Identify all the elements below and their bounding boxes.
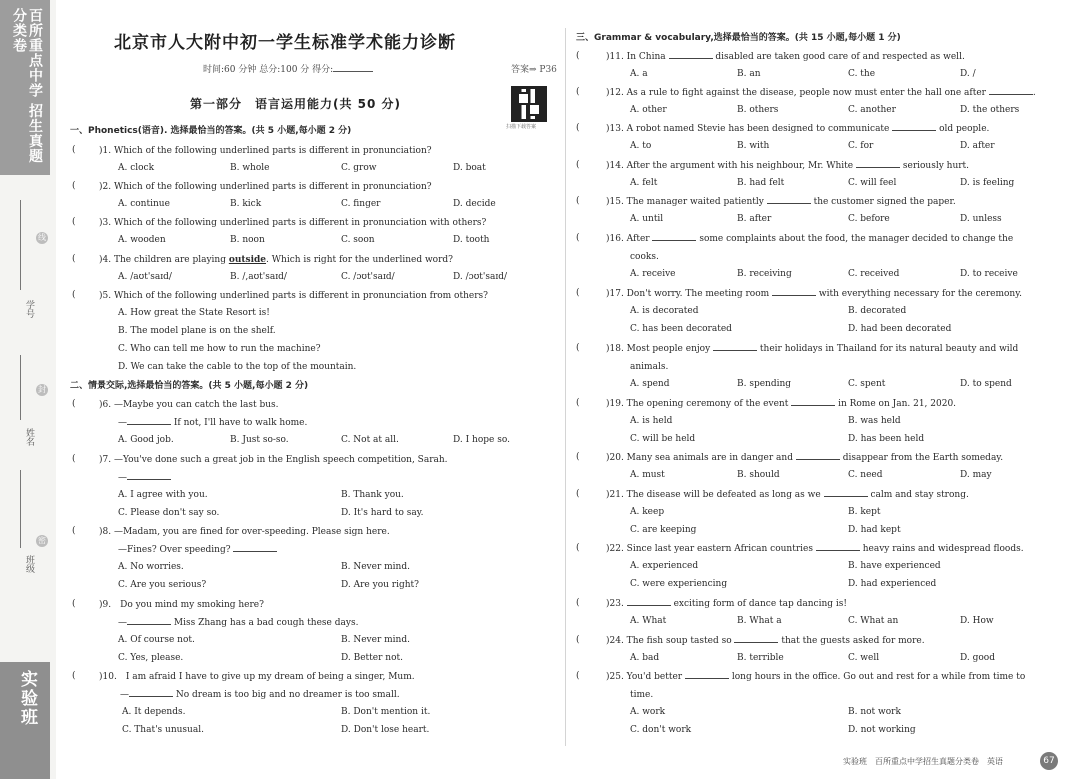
question-stem: — If not, I'll have to walk home. [118,418,308,428]
answer-blank[interactable] [772,288,816,296]
option[interactable]: D. boat [453,163,486,173]
option[interactable]: A. to [630,141,652,151]
stem-part: some complaints about the food, the manager decided to change the [699,234,1014,244]
stem-part: )17. Don't worry. The meeting room [606,289,770,299]
option[interactable]: B. was held [848,416,901,426]
answer-blank[interactable] [824,489,868,497]
section-heading: 二、情景交际,选择最恰当的答案。(共 5 小题,每小题 2 分) [70,381,309,391]
option[interactable]: B. not work [848,707,901,717]
question-stem: — [118,472,171,484]
option[interactable]: D. It's hard to say. [341,508,424,518]
stem-part: the customer signed the paper. [813,197,956,207]
question-stem [606,671,1025,683]
answer-blank[interactable] [816,543,860,551]
answer-paren[interactable]: ( [576,160,580,170]
option[interactable]: C. will feel [848,178,897,188]
option[interactable]: A. It depends. [122,707,186,717]
option[interactable]: D. good [960,653,995,663]
question-stem: )10. I am afraid I have to give up my dream of being a singer, Mum. [99,672,415,682]
option[interactable]: B. Thank you. [341,490,404,500]
option[interactable]: B. What a [737,616,782,626]
question-stem [606,51,965,63]
option[interactable]: D. to spend [960,379,1012,389]
option[interactable]: D. Are you right? [341,580,419,590]
answer-blank[interactable] [856,160,900,168]
option[interactable]: B. had felt [737,178,785,188]
option[interactable]: C. /ɔʊt'saɪd/ [341,272,395,282]
answer-paren[interactable]: ( [72,526,76,536]
stem-part: that the guests asked for more. [781,636,925,646]
option[interactable]: C. Please don't say so. [118,508,220,518]
option[interactable]: D. We can take the cable to the top of the mountain. [118,362,357,372]
stem-part: —Fines? Over speeding? [118,545,231,555]
stem-part: )21. The disease will be defeated as long as we [606,490,821,500]
option[interactable]: C. Who can tell me how to run the machine? [118,344,321,354]
question-stem: time. [630,690,654,700]
question-stem [606,196,956,208]
seal-mark-line: 线 [38,233,46,242]
option[interactable]: C. before [848,214,890,224]
option[interactable]: A. other [630,105,667,115]
option[interactable]: A. No worries. [118,562,184,572]
question-stem: )9. Do you mind my smoking here? [99,600,264,610]
qr-caption: 扫描下载答案 [506,124,537,130]
field-rule [20,355,21,420]
option[interactable]: B. noon [230,235,265,245]
answer-blank[interactable] [713,343,757,351]
option[interactable]: B. should [737,470,780,480]
option[interactable]: C. That's unusual. [122,725,204,735]
field-class: 班级 [24,555,34,573]
answer-paren[interactable]: ( [72,217,76,227]
underlined-word: outside [228,255,267,265]
question-stem: cooks. [630,252,659,262]
answer-blank[interactable] [767,196,811,204]
stem-part: If not, I'll have to walk home. [173,418,308,428]
option[interactable]: C. don't work [630,725,692,735]
page-footer: 实验班 百所重点中学招生真题分类卷 英语 [843,757,1003,766]
answer-paren[interactable]: ( [576,452,580,462]
question-stem: — Miss Zhang has a bad cough these days. [118,618,359,628]
question-stem [118,544,277,556]
option[interactable]: A. until [630,214,664,224]
option[interactable]: D. tooth [453,235,490,245]
answer-paren[interactable]: ( [576,543,580,553]
option[interactable]: C. another [848,105,896,115]
stem-part: seriously hurt. [902,161,970,171]
answer-blank[interactable] [989,87,1033,95]
option[interactable]: C. need [848,470,883,480]
option[interactable]: C. received [848,269,900,279]
option[interactable]: C. Yes, please. [118,653,184,663]
stem-part: )20. Many sea animals are in danger and [606,453,793,463]
answer-blank[interactable] [892,123,936,131]
answer-paren[interactable]: ( [576,233,580,243]
score-blank[interactable] [333,64,373,72]
stem-part: exciting form of dance tap dancing is! [673,599,847,609]
option[interactable]: C. were experiencing [630,579,728,589]
answer-paren[interactable]: ( [576,288,580,298]
option[interactable]: B. terrible [737,653,784,663]
option[interactable]: A. spend [630,379,670,389]
field-student-id: 学号 [24,300,34,318]
answer-paren[interactable]: ( [72,599,76,609]
option[interactable]: A. I agree with you. [118,490,208,500]
option[interactable]: D. the others [960,105,1020,115]
stem-part: old people. [939,124,990,134]
stem-part: )25. You'd better [606,672,683,682]
field-name: 姓名 [24,428,34,446]
option[interactable]: A. receive [630,269,676,279]
option[interactable]: B. Never mind. [341,635,410,645]
question-stem [606,288,1022,300]
answer-blank[interactable] [734,635,778,643]
stem-part: long hours in the office. Go out and rest for a while from time to [731,672,1026,682]
option[interactable]: A. What [630,616,667,626]
option[interactable]: A. must [630,470,665,480]
question-stem: )12. As a rule to fight against the disease, people now must enter the hall one after . [606,88,1036,98]
option[interactable]: D. How [960,616,994,626]
answer-blank[interactable] [685,671,729,679]
answer-reference: 答案⇒ P36 [511,65,557,75]
part-heading: 第一部分 语言运用能力(共 50 分) [190,97,402,111]
answer-paren[interactable]: ( [576,671,580,681]
stem-part: calm and stay strong. [870,490,969,500]
option[interactable]: A. How great the State Resort is! [118,308,270,318]
answer-paren[interactable]: ( [576,87,580,97]
question-stem [606,543,1024,555]
option[interactable]: B. Never mind. [341,562,410,572]
question-stem: )2. Which of the following underlined parts is different in pronunciation? [99,182,432,192]
answer-blank[interactable] [669,51,713,59]
option[interactable]: D. has been held [848,434,925,444]
question-stem [606,635,925,647]
option[interactable]: C. for [848,141,874,151]
option[interactable]: B. Just so-so. [230,435,289,445]
option[interactable]: B. Don't mention it. [341,707,431,717]
series-title: 百所重点中学 招生真题分类卷 [11,8,43,164]
question-stem: — No dream is too big and no dreamer is too small. [120,690,400,700]
stem-part: )4. The children are playing [99,255,229,265]
stem-part: . Which is right for the underlined word? [266,255,453,265]
option[interactable]: A. clock [118,163,155,173]
seal-mark-secret: 密 [38,536,46,545]
option[interactable]: B. decorated [848,306,907,316]
option[interactable]: C. spent [848,379,886,389]
option[interactable]: D. I hope so. [453,435,510,445]
stem-part: their holidays in Thailand for its natural beauty and wild [759,344,1019,354]
stem-part: )16. After [606,234,650,244]
option[interactable]: D. Don't lose heart. [341,725,430,735]
stem-part: in Rome on Jan. 21, 2020. [838,399,957,409]
option[interactable]: D. to receive [960,269,1018,279]
option[interactable]: A. felt [630,178,658,188]
option[interactable]: B. have experienced [848,561,941,571]
option[interactable]: B. with [737,141,770,151]
option[interactable]: A. /aʊt'saɪd/ [118,272,172,282]
option[interactable]: C. are keeping [630,525,697,535]
answer-paren[interactable]: ( [576,343,580,353]
page-number: 67 [1040,752,1058,770]
question-stem [606,598,847,610]
option[interactable]: D. had experienced [848,579,937,589]
option[interactable]: C. has been decorated [630,324,732,334]
column-divider [565,28,566,746]
stem-part: )18. Most people enjoy [606,344,711,354]
stem-part: No dream is too big and no dreamer is too small. [175,690,400,700]
option[interactable]: D. after [960,141,995,151]
answer-paren[interactable]: ( [576,51,580,61]
stem-part: heavy rains and widespread floods. [862,544,1024,554]
option[interactable]: D. decide [453,199,496,209]
section-heading: 一、Phonetics(语音). 选择最恰当的答案。(共 5 小题,每小题 2 分) [70,126,352,136]
option[interactable]: C. soon [341,235,375,245]
option[interactable]: A. bad [630,653,660,663]
answer-blank[interactable] [129,689,173,697]
answer-blank[interactable] [127,417,171,425]
option[interactable]: B. receiving [737,269,792,279]
exam-meta [203,62,373,75]
answer-paren[interactable]: ( [576,196,580,206]
stem-part: )14. After the argument with his neighbour, Mr. White [606,161,854,171]
answer-paren[interactable]: ( [72,290,76,300]
field-rule [20,200,21,290]
question-stem: )1. Which of the following underlined parts is different in pronunciation? [99,146,432,156]
option[interactable]: A. experienced [630,561,699,571]
stem-part: )19. The opening ceremony of the event [606,399,789,409]
field-rule [20,470,21,548]
question-stem [606,452,1003,464]
option[interactable]: D. unless [960,214,1002,224]
option[interactable]: D. may [960,470,992,480]
answer-blank[interactable] [127,617,171,625]
exam-meta-text: 时间:60 分钟 总分:100 分 得分: [203,65,334,75]
question-stem: )3. Which of the following underlined parts is different in pronunciation with others? [99,218,487,228]
stem-part: disappear from the Earth someday. [842,453,1004,463]
question-stem [606,343,1018,355]
stem-part: )12. As a rule to fight against the disease, people now must enter the hall one after [606,88,986,98]
option[interactable]: A. Of course not. [118,635,195,645]
option[interactable]: A. work [630,707,666,717]
option[interactable]: C. well [848,653,880,663]
answer-paren[interactable]: ( [72,399,76,409]
stem-part: )23. [606,599,624,609]
option[interactable]: B. others [737,105,779,115]
option[interactable]: C. the [848,69,876,79]
question-stem: animals. [630,362,669,372]
brand-logo: 实验班 [17,670,37,727]
answer-blank[interactable] [652,233,696,241]
option[interactable]: D. is feeling [960,178,1015,188]
answer-paren[interactable]: ( [72,671,76,681]
option[interactable]: B. an [737,69,761,79]
option[interactable]: D. / [960,69,976,79]
option[interactable]: A. a [630,69,648,79]
stem-part: disabled are taken good care of and respected as well. [715,52,965,62]
page-title: 北京市人大附中初一学生标准学术能力诊断 [114,33,456,53]
stem-part: with everything necessary for the ceremony. [818,289,1022,299]
option[interactable]: D. /ɔʊt'saɪd/ [453,272,508,282]
answer-paren[interactable]: ( [576,123,580,133]
option[interactable]: A. is decorated [630,306,699,316]
option[interactable]: A. continue [118,199,170,209]
question-stem [606,123,989,135]
section-heading: 三、Grammar & vocabulary,选择最恰当的答案。(共 15 小题,每小题 1 分) [576,33,901,43]
option[interactable]: B. spending [737,379,792,389]
option[interactable]: A. Good job. [118,435,174,445]
answer-blank[interactable] [791,398,835,406]
option[interactable]: D. had kept [848,525,901,535]
option[interactable]: A. keep [630,507,665,517]
question-stem [99,254,453,266]
question-stem [606,233,1013,245]
option[interactable]: C. will be held [630,434,696,444]
stem-part: )24. The fish soup tasted so [606,636,732,646]
question-stem: )8. —Madam, you are fined for over-speeding. Please sign here. [99,527,390,537]
answer-paren[interactable]: ( [72,145,76,155]
stem-part: )13. A robot named Stevie has been designed to communicate [606,124,890,134]
option[interactable]: A. is held [630,416,673,426]
question-stem: )5. Which of the following underlined parts is different in pronunciation from others? [99,291,488,301]
qr-code-icon[interactable] [511,86,547,122]
option[interactable]: B. /,aʊt'saɪd/ [230,272,287,282]
stem-part: Miss Zhang has a bad cough these days. [173,618,359,628]
option[interactable]: B. after [737,214,772,224]
option[interactable]: C. What an [848,616,899,626]
binding-strip [0,0,56,779]
stem-part: )22. Since last year eastern African countries [606,544,813,554]
option[interactable]: D. had been decorated [848,324,952,334]
option[interactable]: C. Not at all. [341,435,399,445]
option[interactable]: B. kept [848,507,881,517]
answer-blank[interactable] [627,598,671,606]
option[interactable]: A. wooden [118,235,166,245]
option[interactable]: B. whole [230,163,270,173]
answer-paren[interactable]: ( [576,635,580,645]
option[interactable]: B. The model plane is on the shelf. [118,326,276,336]
answer-paren[interactable]: ( [72,454,76,464]
question-stem [606,160,969,172]
question-stem: )6. —Maybe you can catch the last bus. [99,400,279,410]
answer-blank[interactable] [127,472,171,480]
answer-paren[interactable]: ( [576,489,580,499]
answer-paren[interactable]: ( [72,181,76,191]
answer-paren[interactable]: ( [576,598,580,608]
option[interactable]: B. kick [230,199,262,209]
stem-part: )11. In China [606,52,666,62]
option[interactable]: D. Better not. [341,653,403,663]
stem-part: )15. The manager waited patiently [606,197,764,207]
option[interactable]: D. not working [848,725,916,735]
answer-blank[interactable] [233,544,277,552]
question-stem [606,489,969,501]
option[interactable]: C. grow [341,163,377,173]
answer-paren[interactable]: ( [576,398,580,408]
question-stem: )7. —You've done such a great job in the English speech competition, Sarah. [99,455,448,465]
option[interactable]: C. Are you serious? [118,580,207,590]
answer-blank[interactable] [796,452,840,460]
option[interactable]: C. finger [341,199,381,209]
seal-mark-seal: 封 [38,385,46,394]
question-stem [606,398,956,410]
answer-paren[interactable]: ( [72,254,76,264]
